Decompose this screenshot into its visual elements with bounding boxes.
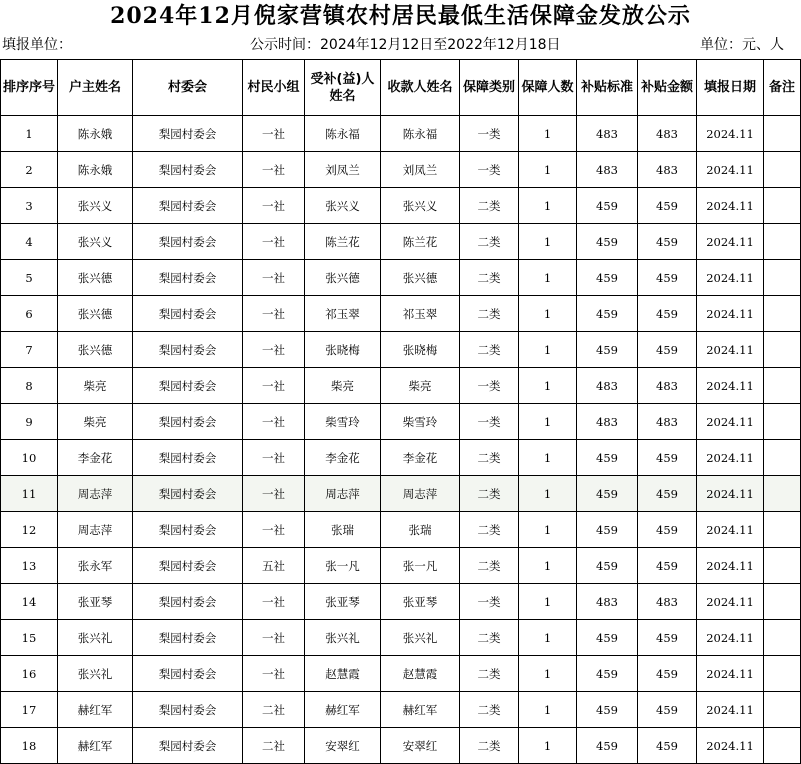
cell-category: 二类	[460, 332, 519, 368]
cell-householder: 张永军	[58, 548, 133, 584]
table-row	[1, 728, 801, 764]
cell-standard: 459	[577, 296, 638, 332]
cell-householder: 李金花	[58, 440, 133, 476]
cell-serial: 12	[1, 512, 58, 548]
cell-village-committee: 梨园村委会	[133, 368, 243, 404]
cell-serial: 10	[1, 440, 58, 476]
table-row	[1, 368, 801, 404]
cell-remarks	[764, 548, 801, 584]
cell-standard: 459	[577, 476, 638, 512]
cell-payee: 祁玉翠	[381, 296, 460, 332]
cell-beneficiary: 刘凤兰	[305, 152, 381, 188]
cell-amount: 459	[638, 476, 697, 512]
cell-village-committee: 梨园村委会	[133, 656, 243, 692]
cell-payee: 张瑞	[381, 512, 460, 548]
cell-village-group: 一社	[243, 332, 305, 368]
cell-village-committee: 梨园村委会	[133, 188, 243, 224]
cell-date: 2024.11	[697, 152, 764, 188]
cell-amount: 459	[638, 728, 697, 764]
cell-date: 2024.11	[697, 656, 764, 692]
cell-village-committee: 梨园村委会	[133, 296, 243, 332]
cell-payee: 柴亮	[381, 368, 460, 404]
header-persons: 保障人数	[519, 60, 577, 116]
cell-persons: 1	[519, 332, 577, 368]
cell-standard: 459	[577, 728, 638, 764]
cell-beneficiary: 张兴德	[305, 260, 381, 296]
cell-category: 一类	[460, 404, 519, 440]
header-standard: 补贴标准	[577, 60, 638, 116]
cell-date: 2024.11	[697, 728, 764, 764]
cell-amount: 459	[638, 188, 697, 224]
cell-householder: 张兴德	[58, 260, 133, 296]
cell-category: 一类	[460, 152, 519, 188]
cell-category: 一类	[460, 116, 519, 152]
cell-remarks	[764, 404, 801, 440]
cell-amount: 459	[638, 332, 697, 368]
cell-serial: 18	[1, 728, 58, 764]
cell-serial: 9	[1, 404, 58, 440]
header-remarks: 备注	[764, 60, 801, 116]
cell-remarks	[764, 440, 801, 476]
cell-beneficiary: 安翠红	[305, 728, 381, 764]
table-row	[1, 512, 801, 548]
cell-standard: 459	[577, 188, 638, 224]
cell-village-group: 一社	[243, 584, 305, 620]
cell-amount: 459	[638, 224, 697, 260]
cell-village-committee: 梨园村委会	[133, 548, 243, 584]
cell-persons: 1	[519, 116, 577, 152]
table-row	[1, 692, 801, 728]
cell-serial: 13	[1, 548, 58, 584]
cell-persons: 1	[519, 692, 577, 728]
cell-amount: 483	[638, 368, 697, 404]
cell-standard: 483	[577, 404, 638, 440]
cell-householder: 周志萍	[58, 476, 133, 512]
cell-amount: 459	[638, 620, 697, 656]
table-header-row	[1, 60, 801, 116]
cell-householder: 陈永娥	[58, 152, 133, 188]
unit-of-measure-label: 单位：元、人	[700, 37, 784, 53]
cell-village-group: 一社	[243, 152, 305, 188]
cell-persons: 1	[519, 656, 577, 692]
cell-persons: 1	[519, 620, 577, 656]
cell-village-group: 一社	[243, 656, 305, 692]
cell-beneficiary: 李金花	[305, 440, 381, 476]
cell-persons: 1	[519, 368, 577, 404]
cell-payee: 陈兰花	[381, 224, 460, 260]
cell-village-committee: 梨园村委会	[133, 476, 243, 512]
cell-standard: 459	[577, 548, 638, 584]
cell-payee: 赫红军	[381, 692, 460, 728]
table-row	[1, 548, 801, 584]
cell-village-group: 一社	[243, 224, 305, 260]
cell-serial: 7	[1, 332, 58, 368]
cell-remarks	[764, 656, 801, 692]
cell-village-committee: 梨园村委会	[133, 116, 243, 152]
cell-category: 二类	[460, 440, 519, 476]
cell-date: 2024.11	[697, 116, 764, 152]
header-village-committee: 村委会	[133, 60, 243, 116]
cell-householder: 张兴德	[58, 296, 133, 332]
cell-standard: 459	[577, 332, 638, 368]
cell-beneficiary: 张瑞	[305, 512, 381, 548]
cell-village-committee: 梨园村委会	[133, 728, 243, 764]
cell-date: 2024.11	[697, 296, 764, 332]
cell-serial: 15	[1, 620, 58, 656]
cell-village-committee: 梨园村委会	[133, 620, 243, 656]
cell-householder: 张兴义	[58, 224, 133, 260]
cell-remarks	[764, 692, 801, 728]
cell-remarks	[764, 368, 801, 404]
cell-category: 二类	[460, 656, 519, 692]
table-row	[1, 224, 801, 260]
cell-village-group: 一社	[243, 476, 305, 512]
cell-remarks	[764, 116, 801, 152]
cell-village-group: 一社	[243, 440, 305, 476]
cell-date: 2024.11	[697, 584, 764, 620]
table-row	[1, 404, 801, 440]
cell-village-committee: 梨园村委会	[133, 440, 243, 476]
cell-beneficiary: 赫红军	[305, 692, 381, 728]
cell-village-group: 五社	[243, 548, 305, 584]
cell-payee: 周志萍	[381, 476, 460, 512]
cell-persons: 1	[519, 188, 577, 224]
cell-beneficiary: 张兴礼	[305, 620, 381, 656]
table-row	[1, 260, 801, 296]
allowance-table	[0, 59, 801, 764]
cell-payee: 柴雪玲	[381, 404, 460, 440]
cell-amount: 459	[638, 548, 697, 584]
cell-householder: 柴亮	[58, 368, 133, 404]
cell-standard: 483	[577, 152, 638, 188]
cell-category: 二类	[460, 512, 519, 548]
page-title: 2024年12月倪家营镇农村居民最低生活保障金发放公示	[110, 3, 691, 29]
table-row	[1, 584, 801, 620]
cell-payee: 李金花	[381, 440, 460, 476]
cell-amount: 459	[638, 692, 697, 728]
cell-householder: 张兴礼	[58, 656, 133, 692]
cell-beneficiary: 柴亮	[305, 368, 381, 404]
cell-serial: 17	[1, 692, 58, 728]
cell-payee: 张亚琴	[381, 584, 460, 620]
cell-beneficiary: 柴雪玲	[305, 404, 381, 440]
cell-village-committee: 梨园村委会	[133, 260, 243, 296]
cell-village-committee: 梨园村委会	[133, 512, 243, 548]
cell-amount: 483	[638, 584, 697, 620]
cell-amount: 459	[638, 440, 697, 476]
cell-remarks	[764, 584, 801, 620]
table-row	[1, 296, 801, 332]
cell-village-group: 一社	[243, 188, 305, 224]
cell-village-committee: 梨园村委会	[133, 332, 243, 368]
cell-householder: 柴亮	[58, 404, 133, 440]
cell-serial: 6	[1, 296, 58, 332]
cell-amount: 459	[638, 296, 697, 332]
cell-village-committee: 梨园村委会	[133, 692, 243, 728]
cell-persons: 1	[519, 512, 577, 548]
cell-standard: 459	[577, 224, 638, 260]
cell-date: 2024.11	[697, 224, 764, 260]
cell-serial: 3	[1, 188, 58, 224]
cell-date: 2024.11	[697, 692, 764, 728]
cell-persons: 1	[519, 728, 577, 764]
meta-row	[0, 33, 801, 57]
cell-amount: 483	[638, 152, 697, 188]
cell-beneficiary: 陈兰花	[305, 224, 381, 260]
cell-village-group: 一社	[243, 116, 305, 152]
header-beneficiary: 受补(益)人姓名	[305, 60, 381, 116]
cell-remarks	[764, 260, 801, 296]
cell-payee: 张兴义	[381, 188, 460, 224]
cell-payee: 陈永福	[381, 116, 460, 152]
cell-category: 二类	[460, 476, 519, 512]
cell-remarks	[764, 332, 801, 368]
cell-payee: 赵慧霞	[381, 656, 460, 692]
cell-remarks	[764, 512, 801, 548]
cell-beneficiary: 张晓梅	[305, 332, 381, 368]
cell-category: 二类	[460, 260, 519, 296]
cell-householder: 周志萍	[58, 512, 133, 548]
reporting-unit-label: 填报单位：	[2, 37, 72, 53]
cell-beneficiary: 张一凡	[305, 548, 381, 584]
cell-date: 2024.11	[697, 476, 764, 512]
cell-village-group: 一社	[243, 620, 305, 656]
cell-category: 二类	[460, 296, 519, 332]
table-row	[1, 188, 801, 224]
cell-persons: 1	[519, 152, 577, 188]
cell-serial: 16	[1, 656, 58, 692]
table-row	[1, 332, 801, 368]
cell-payee: 张兴礼	[381, 620, 460, 656]
header-date: 填报日期	[697, 60, 764, 116]
cell-payee: 张兴德	[381, 260, 460, 296]
cell-persons: 1	[519, 260, 577, 296]
cell-standard: 483	[577, 116, 638, 152]
cell-standard: 459	[577, 260, 638, 296]
cell-category: 二类	[460, 620, 519, 656]
cell-serial: 14	[1, 584, 58, 620]
table-row	[1, 476, 801, 512]
cell-category: 二类	[460, 224, 519, 260]
cell-category: 一类	[460, 584, 519, 620]
cell-persons: 1	[519, 296, 577, 332]
cell-beneficiary: 周志萍	[305, 476, 381, 512]
cell-householder: 赫红军	[58, 692, 133, 728]
table-row	[1, 620, 801, 656]
cell-beneficiary: 陈永福	[305, 116, 381, 152]
cell-category: 二类	[460, 692, 519, 728]
cell-village-group: 一社	[243, 512, 305, 548]
cell-beneficiary: 赵慧霞	[305, 656, 381, 692]
header-amount: 补贴金额	[638, 60, 697, 116]
cell-amount: 483	[638, 116, 697, 152]
cell-standard: 459	[577, 620, 638, 656]
cell-payee: 张晓梅	[381, 332, 460, 368]
cell-persons: 1	[519, 440, 577, 476]
cell-date: 2024.11	[697, 332, 764, 368]
cell-category: 二类	[460, 188, 519, 224]
cell-householder: 张兴礼	[58, 620, 133, 656]
cell-remarks	[764, 620, 801, 656]
table-row	[1, 152, 801, 188]
cell-standard: 459	[577, 512, 638, 548]
cell-amount: 483	[638, 404, 697, 440]
cell-village-group: 二社	[243, 728, 305, 764]
header-payee: 收款人姓名	[381, 60, 460, 116]
cell-persons: 1	[519, 584, 577, 620]
cell-serial: 1	[1, 116, 58, 152]
cell-remarks	[764, 296, 801, 332]
cell-beneficiary: 张亚琴	[305, 584, 381, 620]
cell-village-committee: 梨园村委会	[133, 584, 243, 620]
table-body	[1, 116, 801, 764]
cell-serial: 2	[1, 152, 58, 188]
cell-village-group: 一社	[243, 368, 305, 404]
cell-serial: 11	[1, 476, 58, 512]
table-row	[1, 656, 801, 692]
header-householder: 户主姓名	[58, 60, 133, 116]
cell-householder: 张兴德	[58, 332, 133, 368]
cell-village-group: 一社	[243, 296, 305, 332]
cell-persons: 1	[519, 224, 577, 260]
cell-date: 2024.11	[697, 260, 764, 296]
cell-householder: 陈永娥	[58, 116, 133, 152]
cell-standard: 459	[577, 692, 638, 728]
cell-amount: 459	[638, 656, 697, 692]
table-row	[1, 116, 801, 152]
header-village-group: 村民小组	[243, 60, 305, 116]
cell-persons: 1	[519, 476, 577, 512]
table-row	[1, 440, 801, 476]
cell-category: 二类	[460, 548, 519, 584]
cell-serial: 5	[1, 260, 58, 296]
cell-category: 一类	[460, 368, 519, 404]
cell-householder: 张兴义	[58, 188, 133, 224]
cell-date: 2024.11	[697, 620, 764, 656]
cell-serial: 4	[1, 224, 58, 260]
cell-householder: 张亚琴	[58, 584, 133, 620]
cell-category: 二类	[460, 728, 519, 764]
cell-payee: 安翠红	[381, 728, 460, 764]
cell-beneficiary: 祁玉翠	[305, 296, 381, 332]
cell-standard: 459	[577, 440, 638, 476]
cell-village-group: 一社	[243, 260, 305, 296]
cell-remarks	[764, 152, 801, 188]
cell-standard: 459	[577, 656, 638, 692]
cell-village-committee: 梨园村委会	[133, 404, 243, 440]
cell-date: 2024.11	[697, 368, 764, 404]
cell-beneficiary: 张兴义	[305, 188, 381, 224]
cell-village-group: 一社	[243, 404, 305, 440]
cell-village-committee: 梨园村委会	[133, 152, 243, 188]
cell-date: 2024.11	[697, 440, 764, 476]
cell-standard: 483	[577, 368, 638, 404]
cell-payee: 刘凤兰	[381, 152, 460, 188]
cell-amount: 459	[638, 260, 697, 296]
cell-remarks	[764, 476, 801, 512]
header-serial: 排序序号	[1, 60, 58, 116]
cell-date: 2024.11	[697, 548, 764, 584]
cell-village-group: 二社	[243, 692, 305, 728]
cell-amount: 459	[638, 512, 697, 548]
cell-householder: 赫红军	[58, 728, 133, 764]
publicity-period-label: 公示时间：2024年12月12日至2022年12月18日	[250, 37, 561, 53]
cell-village-committee: 梨园村委会	[133, 224, 243, 260]
cell-standard: 483	[577, 584, 638, 620]
cell-remarks	[764, 224, 801, 260]
cell-persons: 1	[519, 404, 577, 440]
header-category: 保障类别	[460, 60, 519, 116]
cell-date: 2024.11	[697, 188, 764, 224]
cell-persons: 1	[519, 548, 577, 584]
cell-remarks	[764, 728, 801, 764]
cell-remarks	[764, 188, 801, 224]
cell-serial: 8	[1, 368, 58, 404]
cell-date: 2024.11	[697, 404, 764, 440]
cell-date: 2024.11	[697, 512, 764, 548]
cell-payee: 张一凡	[381, 548, 460, 584]
